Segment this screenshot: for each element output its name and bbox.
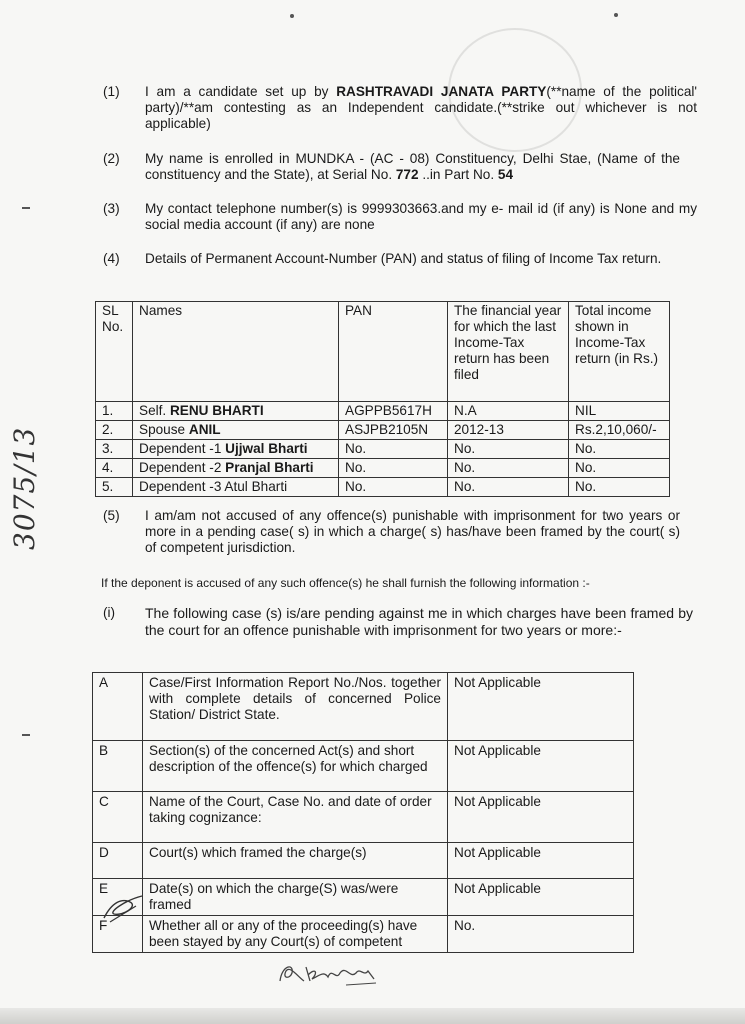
- relation: Dependent -3 Atul Bharti: [139, 479, 288, 494]
- item-text: [145, 151, 680, 183]
- cell-name: [133, 421, 339, 440]
- cell-sl: 2.: [96, 421, 133, 440]
- item-text: Details of Permanent Account-Number (PAN) and status of filing of Income Tax return.: [145, 251, 662, 266]
- person-name: RENU BHARTI: [169, 403, 264, 418]
- item-number: (4): [103, 251, 120, 266]
- cell-income: No.: [569, 440, 670, 459]
- speck: [614, 13, 618, 17]
- cell-pan: AGPPB5617H: [339, 402, 448, 421]
- cell-value: Not Applicable: [448, 741, 634, 792]
- deponent-note: If the deponent is accused of any such offence(s) he shall furnish the following information :-: [101, 576, 590, 590]
- header-pan: PAN: [339, 302, 448, 402]
- cell-desc: Court(s) which framed the charge(s): [143, 843, 448, 879]
- margin-handwritten-number: 3075/13: [8, 426, 41, 550]
- text-part: ..in Part No.: [418, 167, 498, 182]
- table-row: [96, 440, 670, 459]
- relation: Self.: [139, 403, 167, 418]
- cell-income: NIL: [569, 402, 670, 421]
- cell-name: [133, 459, 339, 478]
- party-name: RASHTRAVADI JANATA PARTY: [336, 84, 547, 99]
- cell-value: Not Applicable: [448, 792, 634, 843]
- table-row: [93, 916, 634, 953]
- table-row: [93, 792, 634, 843]
- cell-income: No.: [569, 478, 670, 497]
- cell-key: B: [93, 741, 143, 792]
- table-row: [93, 879, 634, 916]
- cell-key: A: [93, 673, 143, 741]
- initials-scribble: [100, 892, 146, 926]
- cell-desc: Section(s) of the concerned Act(s) and short description of the offence(s) for which charged: [143, 741, 448, 792]
- table-row: [96, 478, 670, 497]
- header-total-income: Total income shown in Income-Tax return (in Rs.): [569, 302, 670, 402]
- table-row: [96, 459, 670, 478]
- table-row: [93, 673, 634, 741]
- header-sl: SL No.: [96, 302, 133, 402]
- item-text: My contact telephone number(s) is 9999303663.and my e- mail id (if any) is None and my social media account (if any) are none: [145, 201, 697, 232]
- speck: [290, 14, 294, 18]
- cell-pan: No.: [339, 440, 448, 459]
- relation: Dependent -1: [139, 441, 222, 456]
- case-details-table: [92, 672, 634, 953]
- table-row: [96, 402, 670, 421]
- margin-mark: [22, 207, 30, 209]
- cell-sl: 4.: [96, 459, 133, 478]
- cell-desc: Name of the Court, Case No. and date of order taking cognizance:: [143, 792, 448, 843]
- item-number: (5): [103, 508, 120, 523]
- cell-sl: 5.: [96, 478, 133, 497]
- text-part: My name is enrolled in MUNDKA - (AC - 08) Constituency, Delhi Stae, (Name of the constituency and the State), at Serial No.: [145, 151, 680, 182]
- item-text: [145, 84, 697, 132]
- cell-sl: 3.: [96, 440, 133, 459]
- cell-desc: Date(s) on which the charge(S) was/were framed: [143, 879, 448, 916]
- cell-key: E: [93, 879, 143, 916]
- cell-name: [133, 402, 339, 421]
- cell-key: F: [93, 916, 143, 953]
- cell-value: Not Applicable: [448, 673, 634, 741]
- cell-year: No.: [448, 440, 569, 459]
- cell-sl: 1.: [96, 402, 133, 421]
- signature: [276, 957, 386, 996]
- header-financial-year: The financial year for which the last Income-Tax return has been filed: [448, 302, 569, 402]
- item-number: (2): [103, 151, 120, 166]
- table-row: [96, 421, 670, 440]
- relation: Spouse: [139, 422, 186, 437]
- pan-details-table: [95, 301, 670, 497]
- person-name: Pranjal Bharti: [225, 460, 314, 475]
- table-row: [93, 843, 634, 879]
- part-number: 54: [497, 167, 514, 182]
- person-name: ANIL: [188, 422, 221, 437]
- cell-year: No.: [448, 459, 569, 478]
- item-text: I am/am not accused of any offence(s) punishable with imprisonment for two years or more in a pending case( s) in which a charge( s) has/have been framed by the court( s) of competent jurisdiction.: [145, 508, 680, 555]
- cell-value: Not Applicable: [448, 879, 634, 916]
- relation: Dependent -2: [139, 460, 222, 475]
- cell-year: No.: [448, 478, 569, 497]
- signature-scribble: [276, 957, 386, 991]
- cell-value: No.: [448, 916, 634, 953]
- scan-edge: [0, 1008, 745, 1024]
- cell-desc: Case/First Information Report No./Nos. together with complete details of concerned Police Station/ District State.: [143, 673, 448, 741]
- item-text: The following case (s) is/are pending against me in which charges have been framed by the court for an offence punishable with imprisonment for two years or more:-: [145, 605, 693, 638]
- item-number: (i): [103, 605, 116, 620]
- cell-desc: Whether all or any of the proceeding(s) have been stayed by any Court(s) of competent: [143, 916, 448, 953]
- text-part: I am a candidate set up by: [145, 84, 337, 99]
- table-row: [93, 741, 634, 792]
- item-number: (3): [103, 201, 120, 216]
- margin-mark: [22, 734, 30, 736]
- cell-key: D: [93, 843, 143, 879]
- cell-value: Not Applicable: [448, 843, 634, 879]
- cell-year: N.A: [448, 402, 569, 421]
- serial-number: 772: [395, 167, 419, 182]
- cell-name: [133, 478, 339, 497]
- cell-income: Rs.2,10,060/-: [569, 421, 670, 440]
- cell-name: [133, 440, 339, 459]
- cell-pan: ASJPB2105N: [339, 421, 448, 440]
- cell-year: 2012-13: [448, 421, 569, 440]
- item-number: (1): [103, 84, 120, 99]
- person-name: Ujjwal Bharti: [225, 441, 308, 456]
- cell-pan: No.: [339, 459, 448, 478]
- table-header-row: [96, 302, 670, 402]
- cell-key: C: [93, 792, 143, 843]
- header-names: Names: [133, 302, 339, 402]
- cell-income: No.: [569, 459, 670, 478]
- cell-pan: No.: [339, 478, 448, 497]
- text-part: (**name of the political' party)/**am contesting as an Independent candidate.(**strike out whichever is not applicable): [145, 84, 698, 131]
